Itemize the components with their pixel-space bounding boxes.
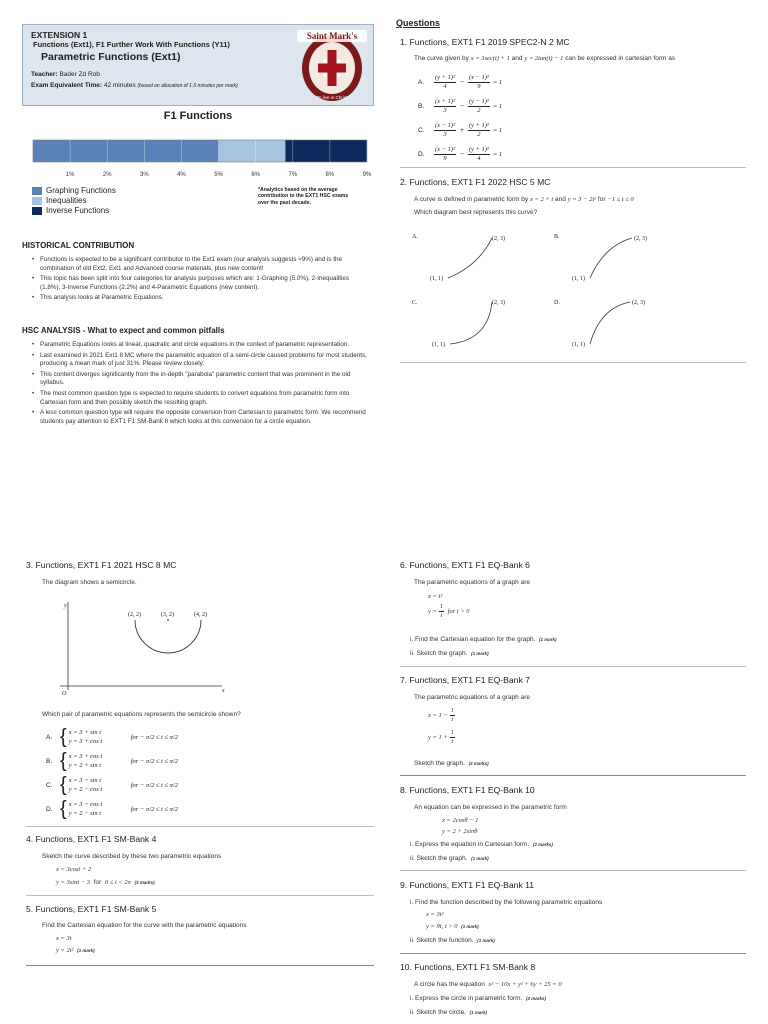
diagram-a-end: (2, 3) [492, 236, 505, 242]
legend-item-inequalities: Inequalities [32, 196, 116, 205]
question-10-text: A circle has the equation x² − 10x + y² + 6y + 25 = 0 [414, 981, 562, 988]
diagram-b-label: B. [554, 234, 560, 240]
list-item: • A less common question type will require the opposite conversion from Cartesian to parametric form. We recommend students pay attention to EXT1 F1 SM-Bank 8 which looks at this conversion for a circle equation. [30, 409, 370, 426]
question-7-eq2: y = 1 + $\frac{1}{t}$ [428, 729, 454, 745]
tick-label: 9% [362, 172, 372, 178]
topic-subtitle: Functions (Ext1), F1 Further Work With Functions (Y11) [33, 40, 230, 49]
option-d[interactable]: D. { x = 3 − cos t y = 2 − sin t for − π/2 ≤ t ≤ π/2 [46, 797, 178, 820]
diagram-c-label: C. [412, 300, 418, 306]
list-item: • Parametric Equations looks at linear, quadratic and circle equations in the context of parametric representation. [30, 341, 370, 350]
question-1-text: The curve given by x = 3sec(t) + 1 and y = 2tan(t) − 1 can be expressed in cartesian form as [414, 55, 676, 62]
questions-heading: Questions [396, 18, 441, 28]
diagram-c-curve [450, 302, 492, 344]
list-item: • This content diverges significantly from the in-depth "parabola" parametric content that was prominent in the old syllabus. [30, 371, 370, 388]
question-8-text: An equation can be expressed in the parametric form [414, 804, 567, 811]
point-label: (3, 2) [161, 612, 174, 618]
diagram-b-curve [590, 238, 632, 278]
hsc-analysis-heading: HSC ANALYSIS - What to expect and common pitfalls [22, 326, 225, 335]
extension-label: EXTENSION 1 [31, 30, 88, 40]
list-item: • Functions is expected to be a significant contributor to the Ext1 exam (our analysis suggests ≈9%) and is the combination of old Ext2, Ext1 and Advanced course materials, plus new content! [30, 256, 370, 273]
tick-label: 4% [177, 172, 186, 178]
logo-text: Saint Mark's [306, 31, 358, 41]
question-4-eq1: x = 3cost + 2 [56, 866, 92, 873]
question-4-eq2: y = 3sint − 3 for 0 ≤ t < 2π (3 marks) [56, 879, 155, 886]
question-2-diagrams [408, 228, 668, 356]
question-10-title: 10. Functions, EXT1 F1 SM-Bank 8 [400, 962, 536, 972]
chart-title: F1 Functions [163, 110, 233, 122]
question-8-part-ii: ii. Sketch the graph. (1 mark) [410, 855, 489, 862]
divider [400, 775, 746, 776]
point-label: (2, 2) [128, 612, 141, 618]
divider [400, 362, 746, 363]
diagram-d-end: (2, 3) [632, 300, 645, 306]
diagram-c-end: (2, 3) [492, 300, 505, 306]
question-9-eq2: y = 9t, t > 0 (1 mark) [426, 923, 479, 930]
question-10-part-ii: ii. Sketch the circle. (1 mark) [410, 1009, 488, 1016]
question-1-options [418, 70, 618, 166]
divider [26, 965, 374, 966]
point-label: (4, 2) [194, 612, 207, 618]
list-item: • This topic has been split into four categories for analysis purposes which are: 1-Graphing (5.0%), 2-Inequalities (1.8%), 3-Inverse Functions (2.2%) and 4-Parametric Equations (new content). [30, 275, 370, 292]
question-6-part-ii: ii. Sketch the graph. (1 mark) [410, 650, 489, 657]
question-3-title: 3. Functions, EXT1 F1 2021 HSC 8 MC [26, 560, 177, 570]
page-title: Parametric Functions (Ext1) [41, 51, 181, 63]
diagram-c-start: (1, 1) [432, 342, 445, 348]
diagram-a-label: A. [412, 234, 418, 240]
semicircle-diagram [56, 598, 236, 702]
tick-label: 2% [102, 172, 112, 178]
teacher-line: Teacher: Bader Zd Rob [31, 71, 100, 78]
historical-list [30, 256, 370, 305]
list-item: • The most common question type is expected to require students to convert equations from parametric form into Cartesian form and then possibly sketch the resulting graph. [30, 390, 370, 407]
question-2-text: A curve is defined in parametric form by x = 2 + t and y = 3 − 2t² for −1 ≤ t ≤ 0 [414, 196, 634, 203]
question-6-eq1: x = t² [428, 593, 443, 600]
question-6-title: 6. Functions, EXT1 F1 EQ-Bank 6 [400, 560, 530, 570]
diagram-d-start: (1, 1) [572, 342, 585, 348]
option-b[interactable]: B. { x = 3 + cos t y = 2 + sin t for − π/2 ≤ t ≤ π/2 [46, 749, 178, 772]
question-10-part-i: i. Express the circle in parametric form. (2 marks) [410, 995, 546, 1002]
question-5-title: 5. Functions, EXT1 F1 SM-Bank 5 [26, 904, 157, 914]
question-5-text: Find the Cartesian equation for the curve with the parametric equations [42, 922, 247, 929]
question-6-text: The parametric equations of a graph are [414, 579, 530, 586]
divider [26, 895, 374, 896]
tick-label: 7% [288, 172, 298, 178]
contribution-bar-chart [32, 138, 374, 180]
question-8-eq1: x = 2cosθ − 1 [442, 817, 479, 824]
hsc-analysis-list [30, 341, 370, 428]
question-9-part-i: i. Find the function described by the following parametric equations [410, 899, 603, 906]
question-5-eq2: y = 2t² (1 mark) [56, 947, 95, 954]
option-b[interactable]: B. $\frac{\text{(x + 1)²}}{3}$ − $\frac{\text{(y − 1)²}}{2}$ = 1 [418, 97, 503, 114]
diagram-d-curve [590, 302, 630, 344]
question-5-eq1: x = 3t [56, 935, 72, 942]
bar-segment-graphing-functions [33, 140, 219, 162]
divider [400, 666, 746, 667]
divider [400, 870, 746, 871]
divider [26, 826, 374, 827]
question-3-options [46, 725, 178, 821]
question-7-sketch: Sketch the graph. (2 marks) [414, 760, 489, 767]
legend-item-inverse: Inverse Functions [32, 206, 116, 215]
question-1-title: 1. Functions, EXT1 F1 2019 SPEC2-N 2 MC [400, 37, 570, 47]
question-2-prompt: Which diagram best represents this curve? [414, 209, 538, 216]
logo-motto: To live in Christ [316, 95, 348, 100]
option-c[interactable]: C. { x = 3 − sin t y = 2 − cos t for − π/2 ≤ t ≤ π/2 [46, 773, 178, 796]
question-7-text: The parametric equations of a graph are [414, 694, 530, 701]
question-8-part-i: i. Express the equation in Cartesian form. (2 marks) [410, 841, 553, 848]
tick-label: 5% [214, 172, 223, 178]
divider [400, 167, 746, 168]
diagram-a-start: (1, 1) [430, 276, 443, 282]
school-crest-logo [295, 28, 369, 104]
bar-segment-inequalities [219, 140, 286, 162]
list-item: • Last examined in 2021 Ext1 8 MC where the parametric equation of a semi-circle caused problems for most students, producing a mean mark of just 31%. Please review closely. [30, 352, 370, 369]
question-9-part-ii: ii. Sketch the function. (1 mark) [410, 937, 495, 944]
option-d[interactable]: D. $\frac{\text{(x − 1)²}}{9}$ − $\frac{\text{(y + 1)²}}{4}$ = 1 [418, 145, 503, 162]
question-7-title: 7. Functions, EXT1 F1 EQ-Bank 7 [400, 675, 530, 685]
option-c[interactable]: C. $\frac{\text{(x − 1)²}}{3}$ + $\frac{\text{(y + 1)²}}{2}$ = 1 [418, 121, 503, 138]
header-box [22, 24, 374, 106]
question-8-eq2: y = 2 + 2sinθ [442, 828, 478, 835]
question-3-prompt: Which pair of parametric equations represents the semicircle shown? [42, 711, 241, 718]
question-8-title: 8. Functions, EXT1 F1 EQ-Bank 10 [400, 785, 535, 795]
tick-label: 6% [251, 172, 261, 178]
question-4-text: Sketch the curve described by these two parametric equations [42, 853, 222, 860]
option-a[interactable]: A. $\frac{\text{(y + 1)²}}{4}$ − $\frac{\text{(x − 1)²}}{9}$ = 1 [418, 73, 503, 90]
y-axis-label: y [64, 603, 67, 609]
question-6-eq2: y = $\frac{1}{t}$ for t > 0 [428, 603, 470, 619]
x-axis-label: x [222, 688, 225, 694]
question-7-eq1: x = 1 − $\frac{1}{t}$ [428, 707, 454, 723]
chart-legend [32, 186, 116, 216]
semicircle-arc [135, 620, 201, 653]
diagram-d-label: D. [554, 300, 560, 306]
diagram-b-start: (1, 1) [572, 276, 585, 282]
tick-label: 1% [65, 172, 75, 178]
question-9-title: 9. Functions, EXT1 F1 EQ-Bank 11 [400, 880, 535, 890]
question-2-title: 2. Functions, EXT1 F1 2022 HSC 5 MC [400, 177, 551, 187]
analytics-note: *Analytics based on the average contribution to the EXT1 HSC exams over the past decade. [258, 187, 349, 206]
divider [400, 953, 746, 954]
exam-time-line: Exam Equivalent Time: 42 minutes (based on allocation of 1.5 minutes per mark) [31, 82, 238, 89]
list-item: • This analysis looks at Parametric Equations. [30, 294, 370, 303]
origin-label: O [62, 691, 67, 697]
option-a[interactable]: A. { x = 3 + sin t y = 3 + cos t for − π/2 ≤ t ≤ π/2 [46, 725, 178, 748]
tick-label: 3% [139, 172, 149, 178]
diagram-b-end: (2, 3) [634, 236, 647, 242]
tick-label: 8% [325, 172, 335, 178]
legend-item-graphing: Graphing Functions [32, 186, 116, 195]
question-3-intro: The diagram shows a semicircle. [42, 579, 137, 586]
question-4-title: 4. Functions, EXT1 F1 SM-Bank 4 [26, 834, 157, 844]
bar-segment-inverse-functions [285, 140, 367, 162]
question-6-part-i: i. Find the Cartesian equation for the graph. (1 mark) [410, 636, 557, 643]
historical-heading: HISTORICAL CONTRIBUTION [22, 241, 135, 250]
question-9-eq1: x = 3t² [426, 911, 444, 918]
diagram-a-curve [448, 238, 492, 278]
